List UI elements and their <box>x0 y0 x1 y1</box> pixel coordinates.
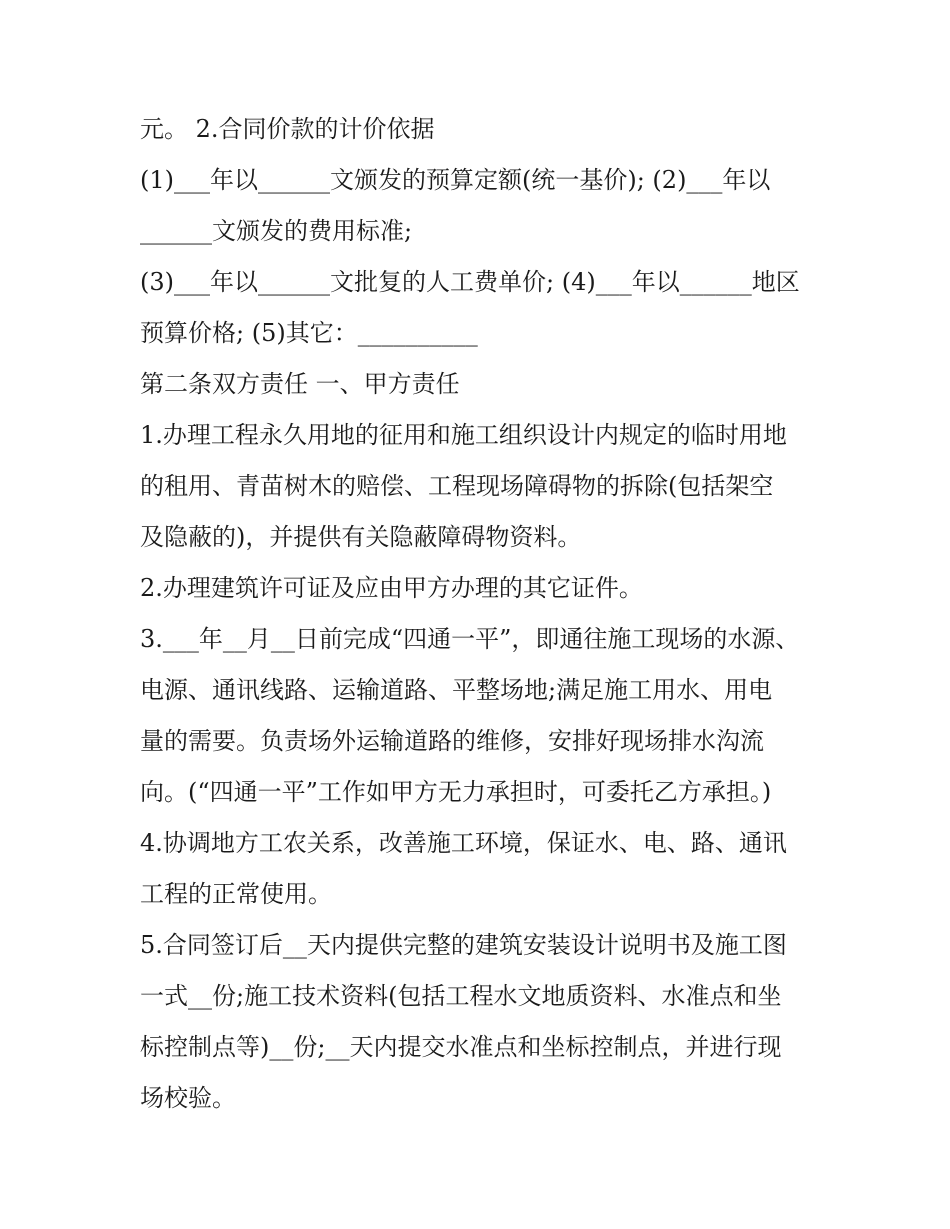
text-line: 5.合同签订后__天内提供完整的建筑安装设计说明书及施工图 <box>140 931 787 959</box>
text-line: (1)___年以______文颁发的预算定额(统一基价); (2)___年以 <box>140 166 771 194</box>
text-line: 标控制点等)__份;__天内提交水准点和坐标控制点，并进行现 <box>140 1033 782 1061</box>
text-line: 元。 2.合同价款的计价依据 <box>140 115 435 143</box>
text-line: 2.办理建筑许可证及应由甲方办理的其它证件。 <box>140 574 643 602</box>
text-line: 的租用、青苗树木的赔偿、工程现场障碍物的拆除(包括架空 <box>140 472 774 500</box>
text-line: 4.协调地方工农关系，改善施工环境，保证水、电、路、通讯 <box>140 829 787 857</box>
text-line: 一式__份;施工技术资料(包括工程水文地质资料、水准点和坐 <box>140 982 782 1010</box>
text-line: 1.办理工程永久用地的征用和施工组织设计内规定的临时用地 <box>140 421 787 449</box>
text-line: 向。(“四通一平”工作如甲方无力承担时，可委托乙方承担。) <box>140 778 772 806</box>
text-line: 3.___年__月__日前完成“四通一平”，即通往施工现场的水源、 <box>140 625 800 653</box>
text-line: 电源、通讯线路、运输道路、平整场地;满足施工用水、用电 <box>140 676 773 704</box>
text-line: 工程的正常使用。 <box>140 880 332 908</box>
text-line: 及隐蔽的)，并提供有关隐蔽障碍物资料。 <box>140 523 582 551</box>
text-line: (3)___年以______文批复的人工费单价; (4)___年以______地区 <box>140 268 800 296</box>
text-line: 量的需要。负责场外运输道路的维修，安排好现场排水沟流 <box>140 727 764 755</box>
document-body <box>140 104 820 1124</box>
section-heading: 第二条双方责任 一、甲方责任 <box>140 370 460 398</box>
text-line: ______文颁发的费用标准; <box>140 217 413 245</box>
text-line: 预算价格; (5)其它：__________ <box>140 319 478 347</box>
text-line: 场校验。 <box>140 1084 236 1112</box>
